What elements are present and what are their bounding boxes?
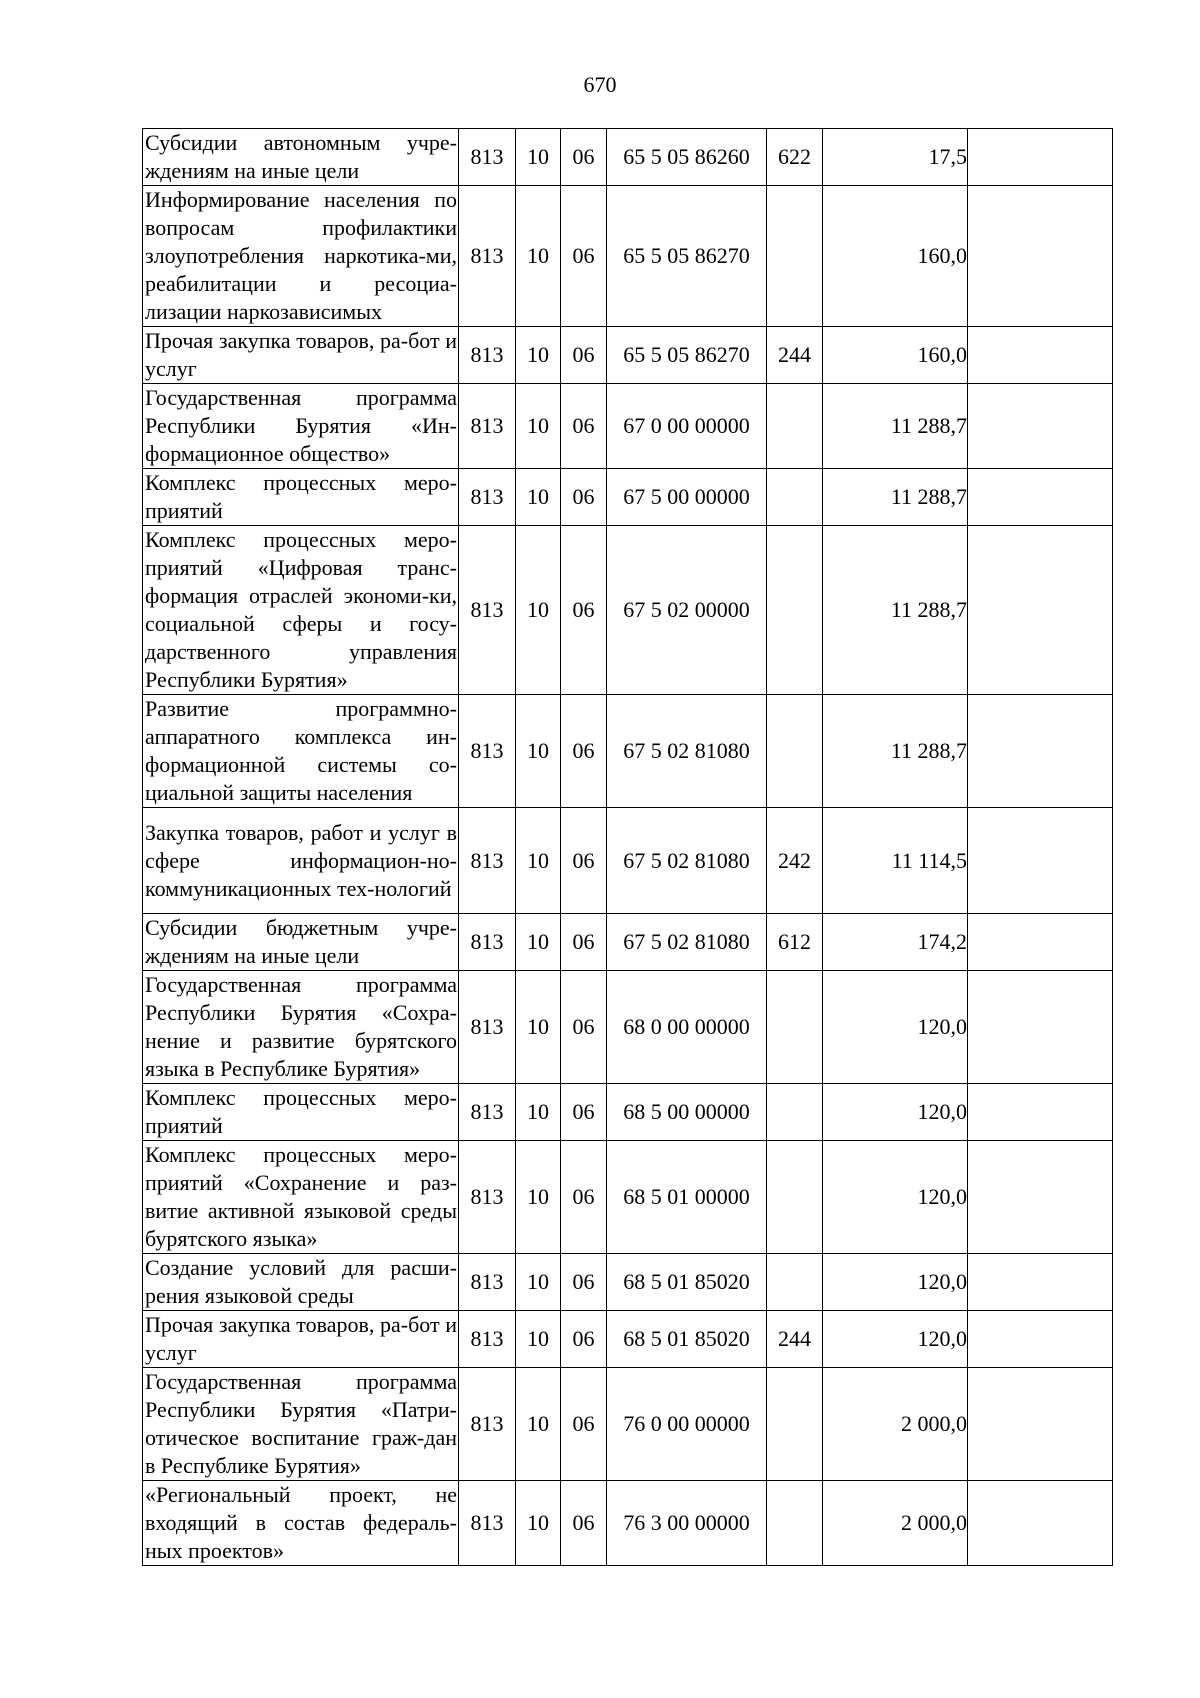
row-target-article-cell: 67 5 00 00000 — [607, 469, 767, 526]
row-target-article-cell: 67 5 02 81080 — [607, 695, 767, 808]
row-subsection-cell: 06 — [561, 1311, 607, 1368]
row-grbs-cell: 813 — [459, 129, 516, 186]
row-name-cell: Государственная программа Республики Бурятия «Сохра-нение и развитие бурятского языка в Республике Бурятия» — [143, 971, 459, 1084]
row-grbs-cell: 813 — [459, 1254, 516, 1311]
row-subsection-cell: 06 — [561, 695, 607, 808]
table-row — [143, 971, 1113, 1084]
row-subsection-cell: 06 — [561, 808, 607, 914]
row-expense-type-cell: 612 — [767, 914, 823, 971]
table-row — [143, 1481, 1113, 1566]
row-subsection-cell: 06 — [561, 186, 607, 327]
row-amount-cell: 120,0 — [823, 971, 968, 1084]
row-amount-cell: 2 000,0 — [823, 1368, 968, 1481]
row-section-cell: 10 — [516, 1254, 561, 1311]
row-grbs-cell: 813 — [459, 808, 516, 914]
row-subsection-cell: 06 — [561, 971, 607, 1084]
row-target-article-cell: 65 5 05 86260 — [607, 129, 767, 186]
row-extra-cell — [968, 327, 1113, 384]
table-row — [143, 1368, 1113, 1481]
row-extra-cell — [968, 186, 1113, 327]
row-expense-type-cell — [767, 971, 823, 1084]
table-row — [143, 808, 1113, 914]
row-name-cell: Закупка товаров, работ и услуг в сфере информацион-но-коммуникационных тех-нологий — [143, 808, 459, 914]
row-extra-cell — [968, 526, 1113, 695]
row-name-cell: Государственная программа Республики Бурятия «Патри-отическое воспитание граж-дан в Республике Бурятия» — [143, 1368, 459, 1481]
row-name-cell: Прочая закупка товаров, ра-бот и услуг — [143, 327, 459, 384]
row-subsection-cell: 06 — [561, 1481, 607, 1566]
row-grbs-cell: 813 — [459, 327, 516, 384]
row-section-cell: 10 — [516, 1368, 561, 1481]
row-amount-cell: 11 288,7 — [823, 469, 968, 526]
row-section-cell: 10 — [516, 469, 561, 526]
row-name-cell: Комплекс процессных меро-приятий «Цифровая транс-формация отраслей экономи-ки, социальной сферы и госу-дарственного управления Республики Бурятия» — [143, 526, 459, 695]
row-section-cell: 10 — [516, 971, 561, 1084]
table-row — [143, 1084, 1113, 1141]
row-amount-cell: 11 288,7 — [823, 384, 968, 469]
table-row — [143, 129, 1113, 186]
row-subsection-cell: 06 — [561, 1084, 607, 1141]
row-name-cell: Субсидии автономным учре-ждениям на иные цели — [143, 129, 459, 186]
row-expense-type-cell — [767, 469, 823, 526]
row-subsection-cell: 06 — [561, 1141, 607, 1254]
table-row — [143, 914, 1113, 971]
row-target-article-cell: 67 5 02 81080 — [607, 808, 767, 914]
row-subsection-cell: 06 — [561, 327, 607, 384]
row-name-cell: Комплекс процессных меро-приятий — [143, 469, 459, 526]
table-row — [143, 1141, 1113, 1254]
row-expense-type-cell: 244 — [767, 327, 823, 384]
row-extra-cell — [968, 695, 1113, 808]
row-amount-cell: 120,0 — [823, 1254, 968, 1311]
row-section-cell: 10 — [516, 526, 561, 695]
row-extra-cell — [968, 971, 1113, 1084]
row-grbs-cell: 813 — [459, 526, 516, 695]
row-expense-type-cell: 244 — [767, 1311, 823, 1368]
row-extra-cell — [968, 914, 1113, 971]
row-target-article-cell: 68 5 00 00000 — [607, 1084, 767, 1141]
row-expense-type-cell — [767, 695, 823, 808]
row-amount-cell: 11 288,7 — [823, 526, 968, 695]
row-extra-cell — [968, 1368, 1113, 1481]
row-amount-cell: 120,0 — [823, 1084, 968, 1141]
row-section-cell: 10 — [516, 1481, 561, 1566]
row-section-cell: 10 — [516, 129, 561, 186]
row-extra-cell — [968, 808, 1113, 914]
row-section-cell: 10 — [516, 384, 561, 469]
row-amount-cell: 120,0 — [823, 1141, 968, 1254]
row-section-cell: 10 — [516, 1311, 561, 1368]
row-target-article-cell: 68 5 01 00000 — [607, 1141, 767, 1254]
budget-table — [142, 128, 1113, 1566]
row-grbs-cell: 813 — [459, 1311, 516, 1368]
row-section-cell: 10 — [516, 808, 561, 914]
table-row — [143, 1311, 1113, 1368]
row-name-cell: Государственная программа Республики Бурятия «Ин-формационное общество» — [143, 384, 459, 469]
row-subsection-cell: 06 — [561, 469, 607, 526]
row-subsection-cell: 06 — [561, 129, 607, 186]
row-expense-type-cell — [767, 384, 823, 469]
table-row — [143, 186, 1113, 327]
row-grbs-cell: 813 — [459, 469, 516, 526]
row-subsection-cell: 06 — [561, 1368, 607, 1481]
row-name-cell: Информирование населения по вопросам профилактики злоупотребления наркотика-ми, реабилитации и ресоциа-лизации наркозависимых — [143, 186, 459, 327]
row-amount-cell: 2 000,0 — [823, 1481, 968, 1566]
row-name-cell: Развитие программно-аппаратного комплекса ин-формационной системы со-циальной защиты населения — [143, 695, 459, 808]
row-subsection-cell: 06 — [561, 526, 607, 695]
row-grbs-cell: 813 — [459, 695, 516, 808]
table-row — [143, 526, 1113, 695]
row-extra-cell — [968, 469, 1113, 526]
row-section-cell: 10 — [516, 1141, 561, 1254]
row-grbs-cell: 813 — [459, 1481, 516, 1566]
row-name-cell: Создание условий для расши-рения языковой среды — [143, 1254, 459, 1311]
row-expense-type-cell: 242 — [767, 808, 823, 914]
row-expense-type-cell — [767, 1084, 823, 1141]
row-target-article-cell: 76 3 00 00000 — [607, 1481, 767, 1566]
table-row — [143, 695, 1113, 808]
row-amount-cell: 160,0 — [823, 186, 968, 327]
row-extra-cell — [968, 1084, 1113, 1141]
row-target-article-cell: 76 0 00 00000 — [607, 1368, 767, 1481]
row-grbs-cell: 813 — [459, 384, 516, 469]
row-expense-type-cell — [767, 1141, 823, 1254]
row-target-article-cell: 67 5 02 81080 — [607, 914, 767, 971]
row-section-cell: 10 — [516, 1084, 561, 1141]
row-section-cell: 10 — [516, 327, 561, 384]
row-target-article-cell: 68 0 00 00000 — [607, 971, 767, 1084]
row-expense-type-cell — [767, 1254, 823, 1311]
row-name-cell: Комплекс процессных меро-приятий «Сохранение и раз-витие активной языковой среды бурятского языка» — [143, 1141, 459, 1254]
row-section-cell: 10 — [516, 914, 561, 971]
row-target-article-cell: 67 5 02 00000 — [607, 526, 767, 695]
row-target-article-cell: 68 5 01 85020 — [607, 1311, 767, 1368]
table-row — [143, 469, 1113, 526]
row-name-cell: Прочая закупка товаров, ра-бот и услуг — [143, 1311, 459, 1368]
row-target-article-cell: 65 5 05 86270 — [607, 327, 767, 384]
row-amount-cell: 11 114,5 — [823, 808, 968, 914]
table-row — [143, 384, 1113, 469]
budget-table-body — [143, 129, 1113, 1566]
row-expense-type-cell: 622 — [767, 129, 823, 186]
row-target-article-cell: 65 5 05 86270 — [607, 186, 767, 327]
row-grbs-cell: 813 — [459, 914, 516, 971]
row-name-cell: Субсидии бюджетным учре-ждениям на иные цели — [143, 914, 459, 971]
row-subsection-cell: 06 — [561, 1254, 607, 1311]
row-section-cell: 10 — [516, 695, 561, 808]
row-amount-cell: 11 288,7 — [823, 695, 968, 808]
row-section-cell: 10 — [516, 186, 561, 327]
row-name-cell: «Региональный проект, не входящий в состав федераль-ных проектов» — [143, 1481, 459, 1566]
row-extra-cell — [968, 1141, 1113, 1254]
row-amount-cell: 174,2 — [823, 914, 968, 971]
page-number: 670 — [583, 72, 617, 97]
row-subsection-cell: 06 — [561, 914, 607, 971]
table-row — [143, 1254, 1113, 1311]
row-amount-cell: 17,5 — [823, 129, 968, 186]
row-grbs-cell: 813 — [459, 1141, 516, 1254]
row-expense-type-cell — [767, 1368, 823, 1481]
row-target-article-cell: 68 5 01 85020 — [607, 1254, 767, 1311]
row-grbs-cell: 813 — [459, 1368, 516, 1481]
row-extra-cell — [968, 384, 1113, 469]
row-extra-cell — [968, 1311, 1113, 1368]
row-expense-type-cell — [767, 526, 823, 695]
row-amount-cell: 120,0 — [823, 1311, 968, 1368]
row-grbs-cell: 813 — [459, 1084, 516, 1141]
row-extra-cell — [968, 129, 1113, 186]
row-target-article-cell: 67 0 00 00000 — [607, 384, 767, 469]
table-row — [143, 327, 1113, 384]
row-extra-cell — [968, 1481, 1113, 1566]
row-name-cell: Комплекс процессных меро-приятий — [143, 1084, 459, 1141]
row-grbs-cell: 813 — [459, 186, 516, 327]
row-expense-type-cell — [767, 186, 823, 327]
row-extra-cell — [968, 1254, 1113, 1311]
row-subsection-cell: 06 — [561, 384, 607, 469]
row-amount-cell: 160,0 — [823, 327, 968, 384]
row-expense-type-cell — [767, 1481, 823, 1566]
row-grbs-cell: 813 — [459, 971, 516, 1084]
